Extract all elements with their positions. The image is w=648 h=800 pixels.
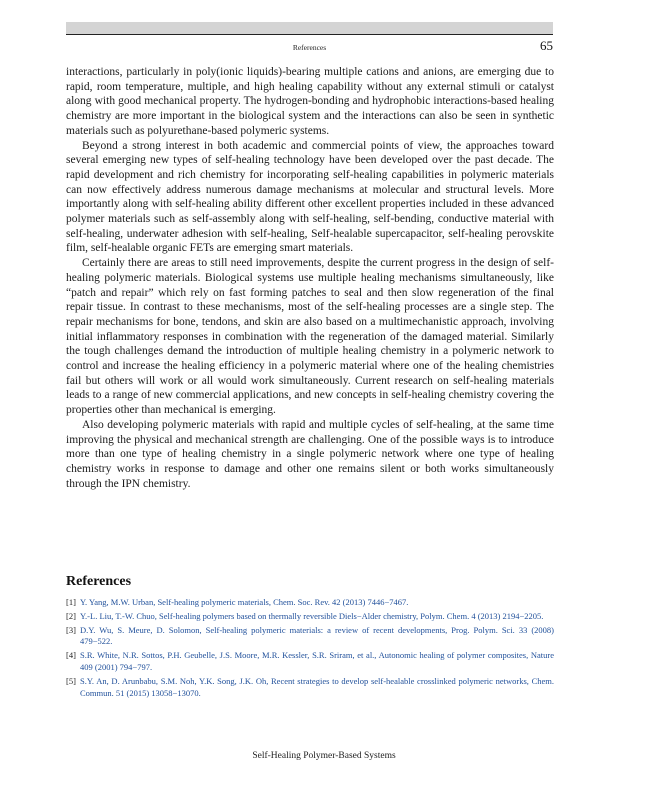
paragraph: Certainly there are areas to still need improvements, despite the current progress in the design of self-healing polymeric materials. Biological systems use multiple healing mechanisms simultaneously, like “patch and repair” which rely on fast forming patches to seal and then slow regeneration of the final repair tissue. In contrast to these mechanisms, most of the self-healing processes are a single step. The repair mechanisms for bone, tendons, and skin are also based on a multimechanistic approach, involving initial inflammatory responses in combination with the regeneration of the damaged material. Similarly the tough challenges demand the introduction of multiple healing chemistry in a polymeric network to control and increase the healing efficiency in a polymeric material where one of the healing chemistries fail but others will work or all would work simultaneously. Current research on self-healing materials leads to a range of new commercial applications, and new concepts in self-healing chemistry covering the properties other than mechanical is emerging. xyxy=(66,257,554,417)
reference-link[interactable]: S.Y. An, D. Arunbabu, S.M. Noh, Y.K. Song, J.K. Oh, Recent strategies to develop self-healable crosslinked polymeric networks, Chem. Commun. 51 (2015) 13058−13070. xyxy=(80,675,554,698)
paragraph: Also developing polymeric materials with rapid and multiple cycles of self-healing, at the same time improving the physical and mechanical strength are challenging. One of the possible ways is to introduce more than one type of healing chemistry in a single polymeric network where one type of healing chemistry works in response to damage and other one remains silent or both works simultaneously through the IPN chemistry. xyxy=(66,418,554,490)
reference-number: [4] xyxy=(66,650,76,661)
running-title: References xyxy=(292,43,327,52)
reference-number: [2] xyxy=(66,610,76,621)
paragraph: Beyond a strong interest in both academic and commercial points of view, the approaches toward several emerging new types of self-healing technology have been developed over the past decade. The rapid development and rich chemistry for incorporating self-healing capabilities in polymeric materials can now effectively address numerous damage mechanisms at molecular and structural levels. More importantly along with self-healing ability different other excellent properties included in these advanced polymer materials such as self-assembly along with self-healing, self-bending, conductive material with self-healing, underwater adhesion with self-healing, Self-healable supercapacitor, self-healing perovskite film, self-healable organic FETs are emerging smart materials. xyxy=(66,139,554,255)
reference-item xyxy=(66,597,554,609)
reference-link[interactable]: S.R. White, N.R. Sottos, P.H. Geubelle, J.S. Moore, M.R. Kessler, S.R. Sriram, et al., Autonomic healing of polymer composites, Nature 409 (2001) 794−797. xyxy=(80,650,554,672)
references-heading: References xyxy=(66,574,132,589)
header-rule xyxy=(66,34,553,35)
reference-item xyxy=(66,676,554,700)
paragraph: interactions, particularly in poly(ionic liquids)-bearing multiple cations and anions, are emerging due to rapid, room temperature, multiple, and high healing capability without any external stimuli or catalyst along with good mechanical property. The hydrogen-bonding and hydrophobic interactions-based healing chemistry are more important in the biological system and the interactions can also be seen in synthetic materials such as polyurethane-based polymeric systems. xyxy=(66,66,554,137)
reference-number: [3] xyxy=(66,624,76,635)
reference-item xyxy=(66,650,554,674)
reference-link[interactable]: Y.-L. Liu, T.-W. Chuo, Self-healing polymers based on thermally reversible Diels−Alder chemistry, Polym. Chem. 4 (2013) 2194−2205. xyxy=(80,610,544,621)
reference-list xyxy=(66,597,554,701)
reference-item xyxy=(66,611,554,623)
reference-link[interactable]: D.Y. Wu, S. Meure, D. Solomon, Self-healing polymeric materials: a review of recent developments, Prog. Polym. Sci. 33 (2008) 479−522. xyxy=(80,624,554,647)
footer-book-title: Self-Healing Polymer-Based Systems xyxy=(252,751,396,761)
reference-item xyxy=(66,625,554,649)
reference-link[interactable]: Y. Yang, M.W. Urban, Self-healing polymeric materials, Chem. Soc. Rev. 42 (2013) 7446−7467. xyxy=(80,597,409,607)
body-text xyxy=(66,65,554,491)
reference-number: [1] xyxy=(66,597,76,607)
reference-number: [5] xyxy=(66,675,76,686)
running-head xyxy=(66,38,553,54)
header-band xyxy=(66,22,553,34)
page-number: 65 xyxy=(540,38,553,53)
